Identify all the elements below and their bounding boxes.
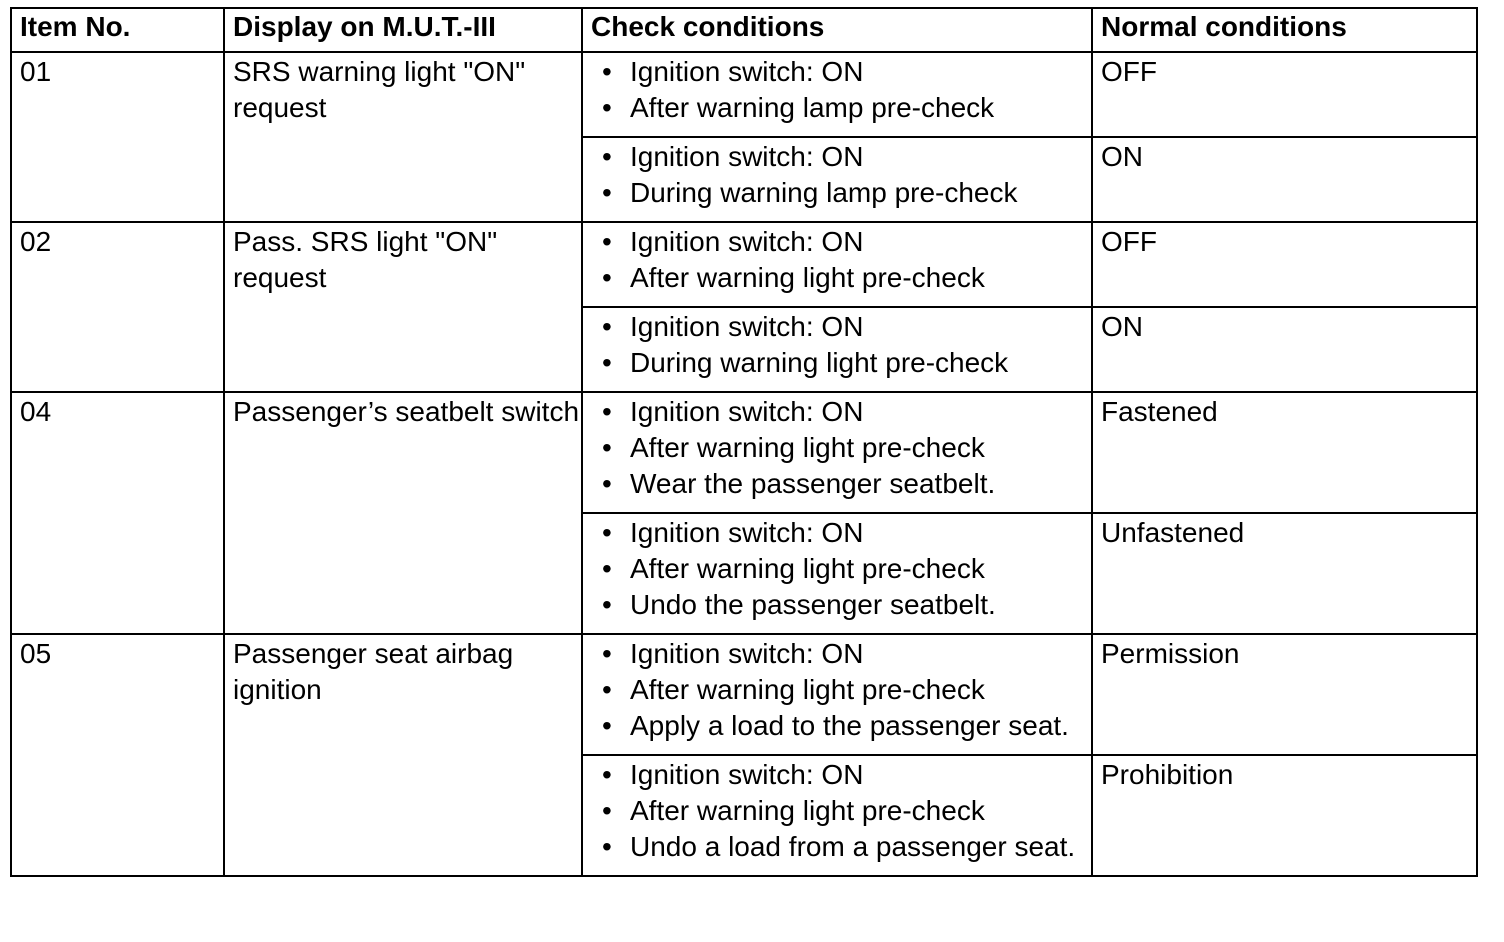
display-name: SRS warning light "ON" request [224, 52, 582, 222]
check-conditions-list [591, 54, 1091, 126]
display-name: Passenger seat airbag ignition [224, 634, 582, 876]
table-row [11, 392, 1477, 513]
check-condition-item: • After warning light pre-check [591, 260, 1091, 296]
check-conditions-cell [582, 755, 1092, 876]
check-condition-item: • Wear the passenger seatbelt. [591, 466, 1091, 502]
normal-condition: OFF [1092, 222, 1477, 307]
item-number: 01 [11, 52, 224, 222]
check-conditions-cell [582, 513, 1092, 634]
check-condition-item: • Undo the passenger seatbelt. [591, 587, 1091, 623]
check-condition-item: • Ignition switch: ON [591, 139, 1091, 175]
check-condition-item: • After warning lamp pre-check [591, 90, 1091, 126]
table-row [11, 634, 1477, 755]
check-conditions-list [591, 394, 1091, 502]
normal-condition: ON [1092, 137, 1477, 222]
display-name: Passenger’s seatbelt switch [224, 392, 582, 634]
check-conditions-cell [582, 52, 1092, 137]
table-row [11, 222, 1477, 307]
check-condition-item: • During warning light pre-check [591, 345, 1091, 381]
check-condition-item: • Ignition switch: ON [591, 224, 1091, 260]
normal-condition: Unfastened [1092, 513, 1477, 634]
check-conditions-cell [582, 222, 1092, 307]
check-conditions-cell [582, 307, 1092, 392]
data-list-table [10, 7, 1478, 877]
check-conditions-list [591, 139, 1091, 211]
check-conditions-cell [582, 392, 1092, 513]
normal-condition: OFF [1092, 52, 1477, 137]
check-condition-item: • Ignition switch: ON [591, 394, 1091, 430]
check-condition-item: • After warning light pre-check [591, 551, 1091, 587]
header-row [11, 8, 1477, 52]
normal-condition: Permission [1092, 634, 1477, 755]
check-condition-item: • Undo a load from a passenger seat. [591, 829, 1091, 865]
check-condition-item: • Apply a load to the passenger seat. [591, 708, 1091, 744]
table-row [11, 52, 1477, 137]
check-condition-item: • Ignition switch: ON [591, 309, 1091, 345]
check-condition-item: • Ignition switch: ON [591, 54, 1091, 90]
check-conditions-list [591, 636, 1091, 744]
header-check-conditions: Check conditions [582, 8, 1092, 52]
header-normal-conditions: Normal conditions [1092, 8, 1477, 52]
check-conditions-cell [582, 137, 1092, 222]
item-number: 05 [11, 634, 224, 876]
check-condition-item: • During warning lamp pre-check [591, 175, 1091, 211]
check-conditions-list [591, 515, 1091, 623]
header-display: Display on M.U.T.-III [224, 8, 582, 52]
check-condition-item: • After warning light pre-check [591, 672, 1091, 708]
check-condition-item: • Ignition switch: ON [591, 636, 1091, 672]
item-number: 02 [11, 222, 224, 392]
header-item-no: Item No. [11, 8, 224, 52]
check-conditions-list [591, 757, 1091, 865]
check-conditions-list [591, 224, 1091, 296]
check-condition-item: • After warning light pre-check [591, 793, 1091, 829]
display-name: Pass. SRS light "ON" request [224, 222, 582, 392]
normal-condition: Fastened [1092, 392, 1477, 513]
check-condition-item: • Ignition switch: ON [591, 757, 1091, 793]
check-condition-item: • After warning light pre-check [591, 430, 1091, 466]
normal-condition: Prohibition [1092, 755, 1477, 876]
normal-condition: ON [1092, 307, 1477, 392]
check-conditions-list [591, 309, 1091, 381]
check-condition-item: • Ignition switch: ON [591, 515, 1091, 551]
item-number: 04 [11, 392, 224, 634]
check-conditions-cell [582, 634, 1092, 755]
